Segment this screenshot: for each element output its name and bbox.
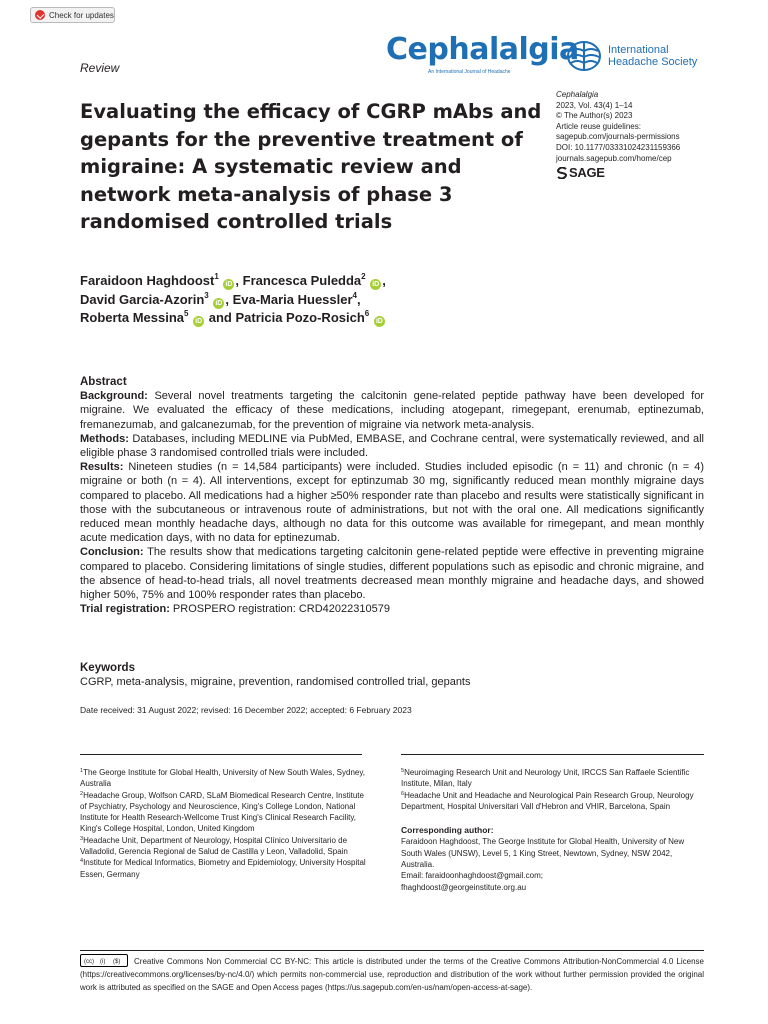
author-separator: ,	[225, 291, 233, 307]
abstract-background	[80, 389, 704, 432]
cc-by-nc-badge-icon: (cc) (i) ($)	[80, 954, 128, 967]
sage-logo-icon	[556, 167, 568, 179]
ihs-brain-icon	[566, 40, 602, 72]
author-list	[80, 272, 580, 328]
author-affiliation-marker: 4	[352, 290, 357, 300]
orcid-icon[interactable]: iD	[195, 318, 203, 325]
author-affiliation-marker: 2	[361, 272, 366, 281]
author-separator: ,	[356, 291, 361, 307]
affiliation	[401, 767, 704, 790]
affiliation-text: Headache Unit, Department of Neurology, Hospital Clínico Universitario de Valladolid, Gerencia Regional de Salud de Castilla y Leon, Valladolid, Spain	[80, 835, 348, 857]
author-separator: ,	[382, 273, 386, 288]
publisher-name: SAGE	[569, 164, 605, 180]
methods-text: Databases, including MEDLINE via PubMed, EMBASE, and Cochrane central, were systematically reviewed, and all eligible phase 3 randomised controlled trials were included.	[80, 432, 705, 460]
author-separator: ,	[235, 273, 243, 288]
journal-logo-word: Cephalalgia	[386, 32, 579, 67]
affiliation	[80, 857, 370, 880]
corresponding-email-2[interactable]: fhaghdoost@georgeinstitute.org.au	[401, 882, 527, 892]
society-logo	[566, 40, 697, 72]
affiliation-text: Headache Unit and Headache and Neurological Pain Research Group, Neurology Department, Hospital Universitari Vall d'Hebron and VHIR, Barcelona, Spain	[401, 790, 694, 811]
corresponding-address: Faraidoon Haghdoost, The George Institute for Global Health, University of New South Wales (UNSW), Level 5, 1 King Street, Newtown, Sydney, NSW 2042, Australia.	[401, 837, 685, 870]
affiliation-text: Headache Group, Wolfson CARD, SLaM Biomedical Research Centre, Institute of Psychiatry, Psychology and Neuroscience, King's College London, National Institute for Health Research-Wellcome Trust King's Clinical Research Facility, King's College Hospital, London, United Kingdom	[80, 790, 364, 834]
section-label: Review	[80, 61, 120, 75]
orcid-icon[interactable]: iD	[225, 281, 233, 288]
keywords-text: CGRP, meta-analysis, migraine, prevention, randomised controlled trial, gepants	[80, 676, 471, 689]
methods-label: Methods:	[80, 432, 129, 445]
license-divider	[80, 950, 704, 951]
meta-reuse-link[interactable]: sagepub.com/journals-permissions	[556, 132, 680, 142]
author-affiliation-marker: 3	[204, 290, 209, 300]
author-name[interactable]: Patricia Pozo-Rosich	[235, 310, 365, 325]
society-name-line2: Headache Society	[608, 56, 698, 68]
keywords-heading: Keywords	[80, 662, 135, 674]
orcid-icon[interactable]: iD	[215, 299, 223, 307]
background-text: Several novel treatments targeting the calcitonin gene-related peptide pathway have been developed for migraine. We evaluated the efficacy of these medications, including atogepant, rimegepant, erenumab, eptinezumab, fremanezumab, and galcanezumab, for the prevention of migraine via network meta-analysis.	[80, 390, 704, 431]
meta-doi[interactable]: DOI: 10.1177/03331024231159366	[556, 142, 681, 152]
affiliation-text: Neuroimaging Research Unit and Neurology Unit, IRCCS San Raffaele Scientific Institute, Milan, Italy	[401, 768, 690, 789]
affiliation	[80, 767, 370, 790]
author-name[interactable]: Francesca Puledda	[242, 273, 362, 288]
affiliation-number: 4	[80, 858, 84, 865]
affiliation-number: 1	[80, 768, 84, 774]
affiliation-text: The George Institute for Global Health, University of New South Wales, Sydney, Australia	[80, 768, 365, 789]
affiliation-number: 2	[80, 790, 84, 797]
abstract-heading: Abstract	[80, 376, 127, 388]
conclusion-label: Conclusion:	[80, 546, 144, 559]
affiliation	[401, 790, 704, 813]
affiliation-text: Institute for Medical Informatics, Biometry and Epidemiology, University Hospital Essen, Germany	[80, 858, 366, 879]
affiliation-number: 3	[80, 835, 84, 842]
affiliation	[80, 835, 370, 858]
meta-home-link[interactable]: journals.sagepub.com/home/cep	[556, 153, 672, 163]
check-updates-icon	[35, 10, 45, 20]
corresponding-email[interactable]: Email: faraidoonhaghdoost@gmail.com;	[401, 871, 543, 881]
meta-copyright: © The Author(s) 2023	[556, 111, 633, 121]
footnote-divider-left	[80, 754, 362, 755]
article-dates: Date received: 31 August 2022; revised: 16 December 2022; accepted: 6 February 2023	[80, 705, 412, 715]
journal-logo	[386, 32, 579, 75]
author-separator: and	[205, 310, 236, 325]
keywords	[80, 661, 704, 689]
affiliation	[80, 790, 370, 835]
meta-volume: 2023, Vol. 43(4) 1–14	[556, 100, 633, 110]
results-text: Nineteen studies (n = 14,584 participants) were included. Studies included episodic (n = 11) and chronic (n = 4) migraine or both (n = 4). All interventions, except for eptinzumab 30 mg, significantly reduced mean monthly migraine days compared to placebo. All medications had a higher ≥50% responder rate than placebo and results were statistically significant in those with the subcutaneous or intravenous route of administrations, but not with the oral one. All medications significantly reduced mean monthly headache days, although no data for this outcome was available for rimegepant, and mean monthly acute medication days, with no data for eptinezumab.	[80, 461, 704, 545]
abstract-registration	[80, 602, 704, 616]
registration-label: Trial registration:	[80, 603, 170, 616]
abstract	[80, 375, 704, 616]
results-label: Results:	[80, 461, 124, 474]
article-meta	[556, 90, 680, 179]
article-title: Evaluating the efficacy of CGRP mAbs and gepants for the preventive treatment of migraine: A systematic review and network meta-analysis of phase 3 randomised controlled trials	[80, 100, 542, 233]
abstract-conclusion	[80, 545, 704, 602]
affiliations-left	[80, 767, 370, 880]
author-affiliation-marker: 5	[184, 309, 189, 318]
journal-logo-subtitle: An International Journal of Headache	[428, 69, 511, 75]
meta-reuse: Article reuse guidelines:	[556, 121, 641, 131]
orcid-icon[interactable]: iD	[375, 318, 383, 325]
society-name-line1: International	[608, 44, 669, 56]
author-name[interactable]: David Garcia-Azorin	[80, 291, 205, 307]
abstract-results	[80, 460, 704, 545]
author-name[interactable]: Roberta Messina	[80, 310, 185, 325]
affiliation-number: 5	[401, 768, 405, 774]
registration-text: PROSPERO registration: CRD42022310579	[172, 603, 390, 616]
check-for-updates-button[interactable]	[30, 7, 115, 23]
publisher-logo	[556, 164, 680, 180]
license-text: Creative Commons Non Commercial CC BY-NC: This article is distributed under the terms of the Creative Commons Attribution-NonCommercial 4.0 License (https://creativecommons.org/licenses/by-nc/4.0/) which permits non-commercial use, reproduction and distribution of the work without further permission provided the original work is attributed as specified on the SAGE and Open Access pages (https://us.sagepub.com/en-us/nam/open-access-at-sage).	[80, 957, 704, 992]
affiliations-right	[401, 767, 704, 893]
license-block	[80, 954, 704, 994]
affiliation-number: 6	[401, 790, 405, 797]
meta-journal-name: Cephalalgia	[556, 90, 599, 99]
corresponding-heading: Corresponding author:	[401, 825, 494, 836]
background-label: Background:	[80, 390, 148, 403]
author-affiliation-marker: 6	[364, 309, 370, 318]
footnote-divider-right	[401, 754, 704, 755]
check-updates-label: Check for updates	[49, 10, 114, 20]
abstract-methods	[80, 432, 704, 460]
conclusion-text: The results show that medications targeting calcitonin gene-related peptide were effective in preventing migraine compared to placebo. Considering limitations of single studies, different populations such as episodic and chronic migraine, and the absence of head-to-head trials, all novel treatments decreased mean monthly migraine and headache days, and showed higher 50%, 75% and 100% responder rates than placebo.	[80, 546, 704, 602]
author-name[interactable]: Faraidoon Haghdoost	[80, 273, 215, 288]
orcid-icon[interactable]: iD	[372, 281, 380, 288]
author-name[interactable]: Eva-Maria Huessler	[232, 291, 353, 307]
author-affiliation-marker: 1	[214, 272, 219, 281]
